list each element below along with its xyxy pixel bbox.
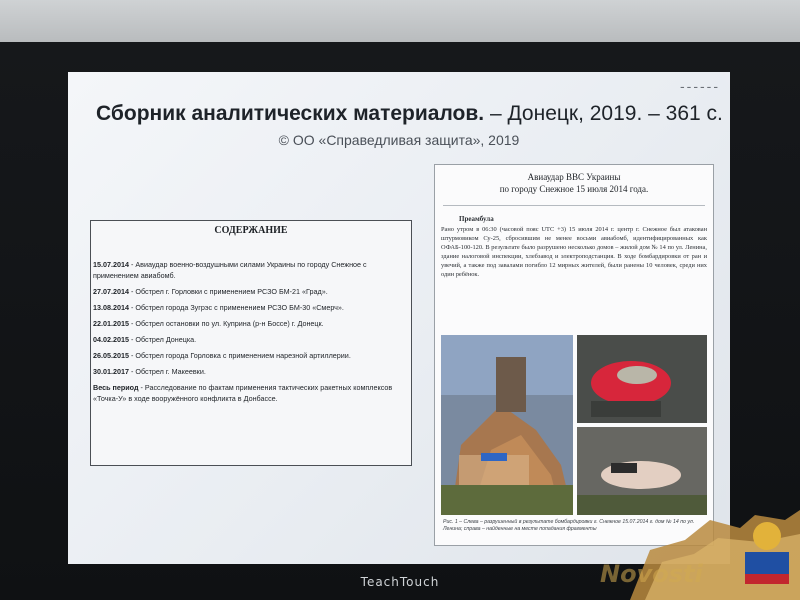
document-heading: Авиаудар ВВС Украины по городу Снежное 15 июля 2014 года. xyxy=(499,172,649,194)
contents-item: 27.07.2014 - Обстрел г. Горловки с применением РСЗО БМ-21 «Град». xyxy=(93,287,328,296)
bezel-brand-label: TeachTouch xyxy=(360,575,440,589)
contents-item: 04.02.2015 - Обстрел Донецка. xyxy=(93,335,197,344)
photo-destroyed-house xyxy=(441,335,573,515)
contents-item: 30.01.2017 - Обстрел г. Макеевки. xyxy=(93,367,206,376)
contents-item: 15.07.2014 - Авиаудар военно-воздушными силами Украины по городу Снежное с применением авиабомб. xyxy=(93,260,367,280)
watermark-text: Novosti xyxy=(600,560,703,588)
wall-background xyxy=(0,0,800,42)
contents-item: 22.01.2015 - Обстрел остановки по ул. Куприна (р-н Боссе) г. Донецк. xyxy=(93,319,324,328)
document-body: Рано утром в 06:30 (часовой пояс UTC +3) 15 июля 2014 г. центр г. Снежное был атакован штурмовиком Су-25, сбросившим не менее восьми авиабомб, идентифицированных как ОФАБ-100-120. В результате было разрушено несколько домов – жилой дом № 14 по ул. Ленина, здание налоговой инспекции, хлебзавод и электроподстанция. В ходе бомбардировки от ран и увечий, а также под завалами погибло 12 мирных жителей, были ранены 10 человек, среди них один ребёнок. xyxy=(441,226,707,278)
title-bold: Сборник аналитических материалов. xyxy=(96,102,485,125)
photo-hand-fragment xyxy=(577,335,707,423)
contents-item: 13.08.2014 - Обстрел города Зугрэс с применением РСЗО БМ-30 «Смерч». xyxy=(93,303,344,312)
slide-title xyxy=(96,102,723,126)
corner-mark: ------ xyxy=(680,78,720,94)
document-divider xyxy=(443,205,705,206)
photo-caption: Рис. 1 – Слева – разрушенный в результате бомбардировки г. Снежное 15.07.2014 г. дом № 14 по ул. Ленина; справа – найденные на месте попадания фрагменты xyxy=(443,519,695,532)
contents-list xyxy=(93,259,407,409)
document-section-title: Преамбула xyxy=(459,215,494,223)
contents-item: 26.05.2015 - Обстрел города Горловка с применением нарезной артиллерии. xyxy=(93,351,351,360)
contents-heading: СОДЕРЖАНИЕ xyxy=(214,225,288,236)
title-rest: – Донецк, 2019. – 361 с. xyxy=(484,102,723,125)
contents-box xyxy=(90,220,412,466)
slide-subtitle: © ОО «Справедливая защита», 2019 xyxy=(278,132,520,148)
contents-item: Весь период - Расследование по фактам применения тактических ракетных комплексов «Точка-У» в ходе вооружённого конфликта в Донбассе. xyxy=(93,383,393,403)
